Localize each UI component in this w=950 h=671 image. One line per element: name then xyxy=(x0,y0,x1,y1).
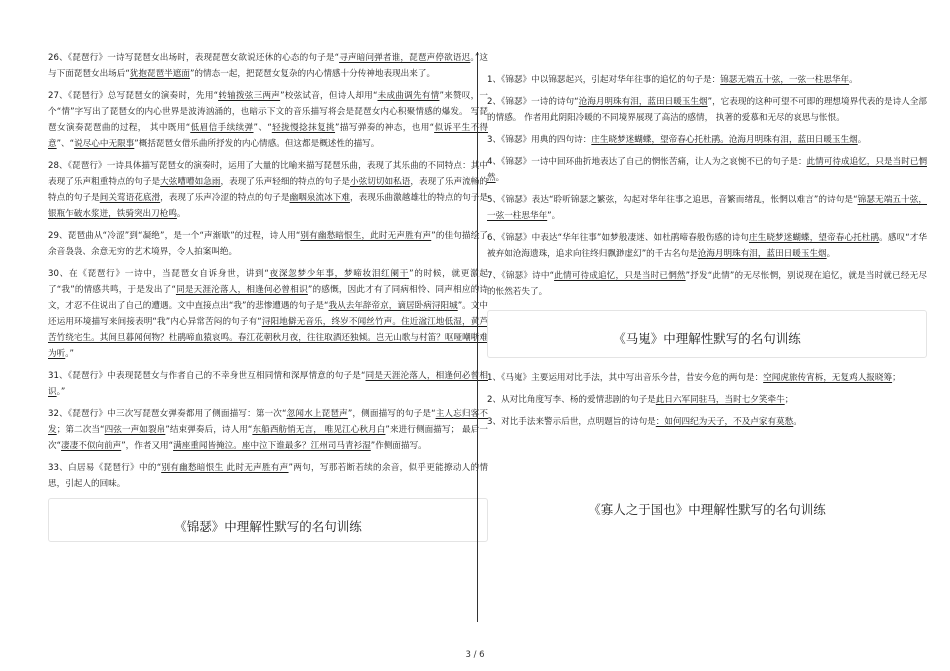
answer-text: 别有幽愁暗恨生 此时无声胜有声 xyxy=(161,463,289,473)
question-text: ，表现了乐声流畅的特点的句子是 xyxy=(48,177,488,203)
question-text: 《锦瑟》中表达“华年往事”如梦般凄迷、如杜鹃啼春般伤感的诗句 xyxy=(501,233,749,243)
answer-text: 别有幽愁暗恨生，此时无声胜有声 xyxy=(300,231,432,241)
answer-text: 间关莺语花底滑 xyxy=(99,193,161,203)
question-text: 。 xyxy=(826,249,836,259)
question-number: 1、 xyxy=(487,75,502,85)
column-divider xyxy=(477,52,478,622)
question-text: 。 xyxy=(849,75,858,85)
question-text: 对比手法来警示后世，点明题旨的诗句是 xyxy=(501,417,656,427)
answer-text: 低眉信手续续弹 xyxy=(190,123,254,133)
question-number: 30、 xyxy=(48,269,69,279)
jinse-question-7 xyxy=(487,268,927,300)
answer-text: 说尽心中无限事 xyxy=(74,139,135,149)
answer-text: ：如何四纪为天子，不及卢家有莫愁 xyxy=(655,417,794,427)
jinse-items xyxy=(487,72,927,300)
answer-text: 庄生晓梦迷蝴蝶，望帝春心托杜鹃。沧海月明珠有泪，蓝田日暖玉生烟 xyxy=(591,135,858,145)
question-text: ”，侧面描写的句子是“ xyxy=(347,409,436,419)
left-column xyxy=(48,50,488,542)
question-text: ”的时候，就更激起了“我”的情感共鸣，于是发出了“ xyxy=(48,269,489,295)
answer-text: 轻拢慢捻抹复挑 xyxy=(271,123,336,133)
question-text: 《琵琶行》中表现琵琶女与作者自己的不幸身世互相同情和深厚情意的句子是“ xyxy=(67,371,366,381)
question-number: 6、 xyxy=(487,233,502,243)
jinse-question-6 xyxy=(487,230,927,262)
answer-text: 此情可待成追忆，只是当时已惘然 xyxy=(487,157,927,183)
question-text: 。 xyxy=(793,417,802,427)
question-number: 26、 xyxy=(48,53,68,63)
answer-text: 四弦一声如裂帛 xyxy=(104,425,166,435)
answer-text: 主人忘归客不发 xyxy=(48,409,488,435)
question-text: ”校弦试音，但诗人却用“ xyxy=(280,91,378,101)
question-text: ； xyxy=(892,373,901,383)
jinse-title-box xyxy=(48,498,488,542)
question-text: 《锦瑟》表达“聆听锦瑟之繁弦，勾起对华年往事之追思，音繁而绪乱，怅惘以难言”的诗句是“ xyxy=(501,195,858,205)
question-text: 。”这与下面琵琶女出场后“ xyxy=(48,53,489,79)
question-text: ；第二次当“ xyxy=(56,425,105,435)
question-number: 29、 xyxy=(48,231,68,241)
guaren-title-box xyxy=(487,500,927,518)
question-number: 4、 xyxy=(487,157,502,167)
answer-text: 沧海月明珠有泪，蓝田日暖玉生烟 xyxy=(697,249,827,259)
question-text: 《琵琶行》一诗具体描写琵琶女的演奏时，运用了大量的比喻来描写琵琶乐曲，表现了其乐曲的不同特点：其中表现了乐声粗重特点的句子是 xyxy=(48,161,489,187)
guaren-section-title: 《寡人之于国也》中理解性默写的名句训练 xyxy=(588,502,826,517)
answer-text: 同是天涯沦落人，相逢何必曾相识 xyxy=(175,285,308,295)
answer-text: 未成曲调先有情 xyxy=(377,91,440,101)
mawei-question-2 xyxy=(487,392,927,408)
question-text: 。 xyxy=(495,173,505,183)
question-text: ，表现乐曲激越雄壮的特点的句子是 xyxy=(349,193,488,203)
jinse-question-5 xyxy=(487,192,927,224)
question-text: 白居易《琵琶行》中的“ xyxy=(68,463,162,473)
answer-text: 似诉平生不得意 xyxy=(48,123,489,149)
answer-text: 锦瑟无端五十弦，一弦一柱思华年 xyxy=(720,75,850,85)
question-text: 琵琶曲从“冷涩”到“凝绝”，是一个“声渐歇”的过程，诗人用“ xyxy=(67,231,301,241)
answer-text: 忽闻水上琵琶声 xyxy=(286,409,348,419)
answer-text: 东船西舫悄无言， 唯见江心秋月白 xyxy=(252,425,386,435)
question-text: 。” xyxy=(65,349,74,359)
answer-text: 空闻虎旅传宵柝，无复鸡人报晓筹 xyxy=(763,373,893,383)
question-text: 《锦瑟》一诗中回环曲折地表达了自己的惘怅苦痛，让人为之哀惋不已的句子是： xyxy=(501,157,807,167)
answer-text: 大弦嘈嘈如急雨 xyxy=(160,177,221,187)
answer-text: 银瓶乍破水浆迸，铁骑突出刀枪鸣 xyxy=(48,209,177,219)
question-text: 。 xyxy=(857,135,867,145)
jinse-question-3 xyxy=(487,132,927,148)
question-text: 《琵琶行》总写琵琶女的演奏时，先用“ xyxy=(67,91,219,101)
question-number: 2、 xyxy=(487,97,502,107)
page-number: 3 / 6 xyxy=(465,650,485,660)
question-text: ”，作者又用“ xyxy=(121,441,174,451)
pipa-question-8 xyxy=(48,460,488,492)
pipa-question-3 xyxy=(48,158,488,222)
answer-text: 锦瑟无端五十弦，一弦一柱思华年 xyxy=(487,195,927,221)
pipa-question-2 xyxy=(48,88,488,152)
mawei-title-box xyxy=(487,310,927,358)
question-number: 1、 xyxy=(487,373,502,383)
answer-text: 满座重闻皆掩泣。座中泣下谁最多？江州司马青衫湿 xyxy=(173,441,371,451)
right-column xyxy=(487,72,927,518)
question-number: 27、 xyxy=(48,91,68,101)
mawei-section-title: 《马嵬》中理解性默写的名句训练 xyxy=(613,331,801,346)
pipa-question-4 xyxy=(48,228,488,260)
answer-text: 寻声暗问弹者谁，琵琶声停欲语迟 xyxy=(339,53,471,63)
pipa-question-5 xyxy=(48,266,488,362)
question-text: ，表现了乐声冷涩的特点的句子是 xyxy=(160,193,290,203)
question-text: ”作侧面描写。 xyxy=(370,441,427,451)
question-number: 33、 xyxy=(48,463,69,473)
answer-text: 凄凄不似向前声 xyxy=(61,441,122,451)
answer-text: 夜深忽梦少年事，梦啼妆泪红阑干 xyxy=(268,269,410,279)
answer-text: 我从去年辞帝京，谪居卧病浔阳城 xyxy=(328,301,458,311)
question-text: ”、“ xyxy=(253,123,272,133)
question-text: 《琵琶行》中三次写琵琶女弹奏都用了侧面描写：第一次“ xyxy=(67,409,287,419)
question-text: 从对比角度写李、杨的爱情悲剧的句子是 xyxy=(501,395,656,405)
question-text: ”描写弹奏的神态，也用“ xyxy=(335,123,435,133)
pipa-question-6 xyxy=(48,368,488,400)
question-text: ”抒发“此情”的无尽怅惘，别说现在追忆，就是当时就已经无尽的怅然若失了。 xyxy=(487,271,927,297)
question-text: ”的感慨，因此才有了同病相怜、同声相应的诗文，才忍不住说出了自己的遭遇。文中直接点出“我”的悲惨遭遇的句子是“ xyxy=(48,285,488,311)
question-text: ”概括琵琶女借乐曲所抒发的内心情感。但这都是概述性的描写。 xyxy=(134,139,380,149)
left-items xyxy=(48,50,488,492)
question-text: ”结束弹奏后，诗人用“ xyxy=(165,425,253,435)
question-text: 在《琵琶行》一诗中，当琵琶女自诉身世，讲到“ xyxy=(68,269,269,279)
question-text: ”。 xyxy=(547,211,561,221)
question-number: 31、 xyxy=(48,371,68,381)
jinse-question-2 xyxy=(487,94,927,126)
question-text: ”的佳句描绘了余音袅袅、余意无穷的艺术境界，令人拍案叫绝。 xyxy=(48,231,489,257)
question-text: 。” xyxy=(56,387,66,397)
question-text: ； xyxy=(784,395,794,405)
answer-text: 此情可待成追忆，只是当时已惘然 xyxy=(554,271,686,281)
question-number: 3、 xyxy=(487,135,502,145)
question-text: 《锦瑟》一诗的诗句“ xyxy=(501,97,579,107)
answer-text: 沧海月明珠有泪，蓝田日暖玉生烟 xyxy=(578,97,708,107)
jinse-question-4 xyxy=(487,154,927,186)
answer-text: 小弦切切如私语 xyxy=(349,177,411,187)
mawei-items xyxy=(487,370,927,430)
question-text: ”。文中还运用环境描写来间接表明“我”内心异常苦闷的句子有“ xyxy=(48,301,488,327)
question-number: 5、 xyxy=(487,195,502,205)
question-text: 《锦瑟》用典的四句诗： xyxy=(501,135,592,145)
question-text: 。 xyxy=(176,209,186,219)
answer-text: 转轴拨弦三两声 xyxy=(218,91,281,101)
question-text: ”，它表现的这种可望不可即的理想境界代表的是诗人全部的情感。 作者用此阴阳冷暖的不同境界展现了高洁的感情， 执著的爱慕和无尽的哀思与怅恨。 xyxy=(487,97,928,123)
question-text: ”的情态一起，把琵琶女复杂的内心情感十分传神地表现出来了。 xyxy=(189,69,436,79)
question-text: 。感叹“才华被弃如沧海遗珠，追求向往终归飘渺虚幻”的千古名句是 xyxy=(487,233,927,259)
jinse-section-title: 《锦瑟》中理解性默写的名句训练 xyxy=(174,519,362,534)
question-text: 《琵琶行》一诗写琵琶女出场时，表现琵琶女欲说还休的心态的句子是“ xyxy=(67,53,340,63)
question-text: 《锦瑟》诗中“ xyxy=(501,271,555,281)
mawei-question-3 xyxy=(487,414,927,430)
answer-text: 幽咽泉流冰下难 xyxy=(289,193,350,203)
answer-text: 此日六军同驻马，当时七夕笑牵牛 xyxy=(655,395,785,405)
answer-text: 犹抱琵琶半遮面 xyxy=(129,69,190,79)
question-number: 32、 xyxy=(48,409,68,419)
question-text: ，表现了乐声轻细的特点的句子是 xyxy=(220,177,350,187)
question-text: ”来进行侧面描写； 最后一次“ xyxy=(48,425,489,451)
answer-text: 庄生晓梦迷蝴蝶，望帝春心托杜鹃 xyxy=(748,233,880,243)
question-text: 《马嵬》主要运用对比手法，其中写出音乐今昔，昔安今危的两句是： xyxy=(501,373,764,383)
pipa-question-7 xyxy=(48,406,488,454)
jinse-question-1 xyxy=(487,72,927,88)
question-number: 28、 xyxy=(48,161,68,171)
question-text: ”两句，写那若断若续的余音，似乎更能撩动人的情思，引起人的回味。 xyxy=(48,463,489,489)
pipa-question-1 xyxy=(48,50,488,82)
question-number: 2、 xyxy=(487,395,502,405)
mawei-question-1 xyxy=(487,370,927,386)
question-number: 3、 xyxy=(487,417,502,427)
question-text: ”来赞叹，一个“情”字写出了琵琶女的内心世界是波涛汹涌的，也暗示下文的音乐描写将会是琵琶女内心积聚情感的爆发。 写琵琶女演奏琵琶曲的过程， 其中既用“ xyxy=(48,91,488,133)
answer-text: 同是天涯沦落人，相逢何必曾相识 xyxy=(48,371,488,397)
question-number: 7、 xyxy=(487,271,502,281)
question-text: ”、“ xyxy=(56,139,75,149)
answer-text: 浔阳地僻无音乐，终岁不闻丝竹声。住近湓江地低湿，黄芦苦竹绕宅生。其间旦暮闻何物？杜鹃啼血猿哀鸣。春江花朝秋月夜，往往取酒还独倾。岂无山歌与村笛？呕哑嘲哳难为听 xyxy=(48,317,488,359)
question-text: 《锦瑟》中以锦瑟起兴，引起对华年往事的追忆的句子是： xyxy=(501,75,721,85)
